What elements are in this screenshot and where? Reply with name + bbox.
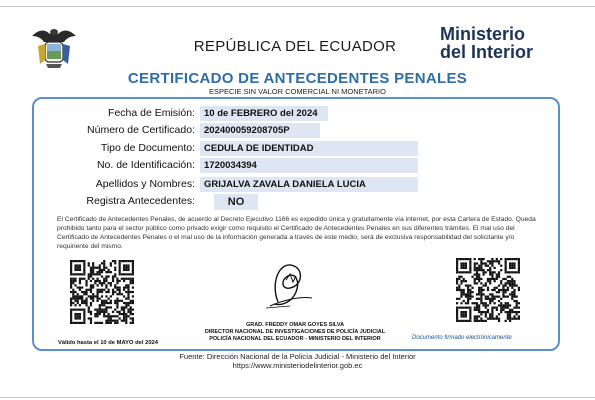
bottom-rule — [0, 397, 595, 398]
footer-source: Fuente: Dirección Nacional de la Policía Judicial - Ministerio del Interior — [179, 352, 416, 361]
certificate-title: CERTIFICADO DE ANTECEDENTES PENALES — [127, 70, 468, 87]
footer-url[interactable]: https://www.ministeriodelinterior.gob.ec — [232, 361, 363, 370]
field-label: Tipo de Documento: — [100, 142, 195, 154]
field-row-full-name — [0, 177, 595, 192]
coat-of-arms-icon — [30, 22, 78, 70]
ministry-logo — [440, 25, 570, 61]
top-rule — [0, 6, 595, 7]
field-value: CEDULA DE IDENTIDAD — [200, 141, 418, 156]
legal-notice: El Certificado de Antecedentes Penales, de acuerdo al Decreto Ejecutivo 1166 es expedido única y gratuitamente vía internet, por esta Cartera de Estado. Queda prohibido tanto para el sector público como privado exigir como requisito el Certificado de Antecedentes Penales en sus diferentes trámites. El mal uso del Certificado de Antecedentes Penales o el mal uso de la información generada a través de este medio, será de exclusiva responsabilidad del solicitante y/o requiriente del mismo. — [57, 216, 536, 250]
field-value: GRIJALVA ZAVALA DANIELA LUCIA — [200, 177, 418, 192]
criminal-record-value: NO — [214, 194, 258, 210]
electronically-signed-note: Documento firmado electrónicamente — [412, 335, 512, 341]
qr-code-right — [456, 258, 520, 322]
field-label: Apellidos y Nombres: — [95, 178, 195, 190]
field-row-issue-date — [0, 106, 595, 121]
field-label: Registra Antecedentes: — [86, 195, 195, 207]
field-value: 1720034394 — [200, 158, 418, 173]
field-label: Número de Certificado: — [87, 124, 195, 136]
handwritten-signature — [260, 252, 322, 314]
country-title: REPÚBLICA DEL ECUADOR — [193, 38, 397, 55]
field-row-id-number — [0, 158, 595, 173]
field-value: 10 de FEBRERO del 2024 — [200, 106, 328, 121]
certificate-subtitle: ESPECIE SIN VALOR COMERCIAL NI MONETARIO — [209, 87, 386, 96]
field-row-criminal-record — [0, 194, 595, 209]
signer-role: DIRECTOR NACIONAL DE INVESTIGACIONES DE POLICÍA JUDICIAL — [204, 329, 386, 335]
signer-name: GRAD. FREDDY OMAR GOYES SILVA — [245, 322, 345, 328]
field-row-certificate-number — [0, 123, 595, 138]
ministry-line-2: del Interior — [440, 42, 534, 62]
ministry-line-1: Ministerio — [440, 24, 526, 44]
field-label: No. de Identificación: — [96, 159, 195, 171]
field-label: Fecha de Emisión: — [108, 107, 195, 119]
field-row-document-type — [0, 141, 595, 156]
signer-organization: POLICÍA NACIONAL DEL ECUADOR - MINISTERIO DEL INTERIOR — [209, 336, 381, 342]
qr-code-left — [70, 260, 134, 324]
field-value: 202400059208705P — [200, 123, 320, 138]
validity-date: Válido hasta el 10 de MAYO del 2024 — [58, 340, 158, 346]
